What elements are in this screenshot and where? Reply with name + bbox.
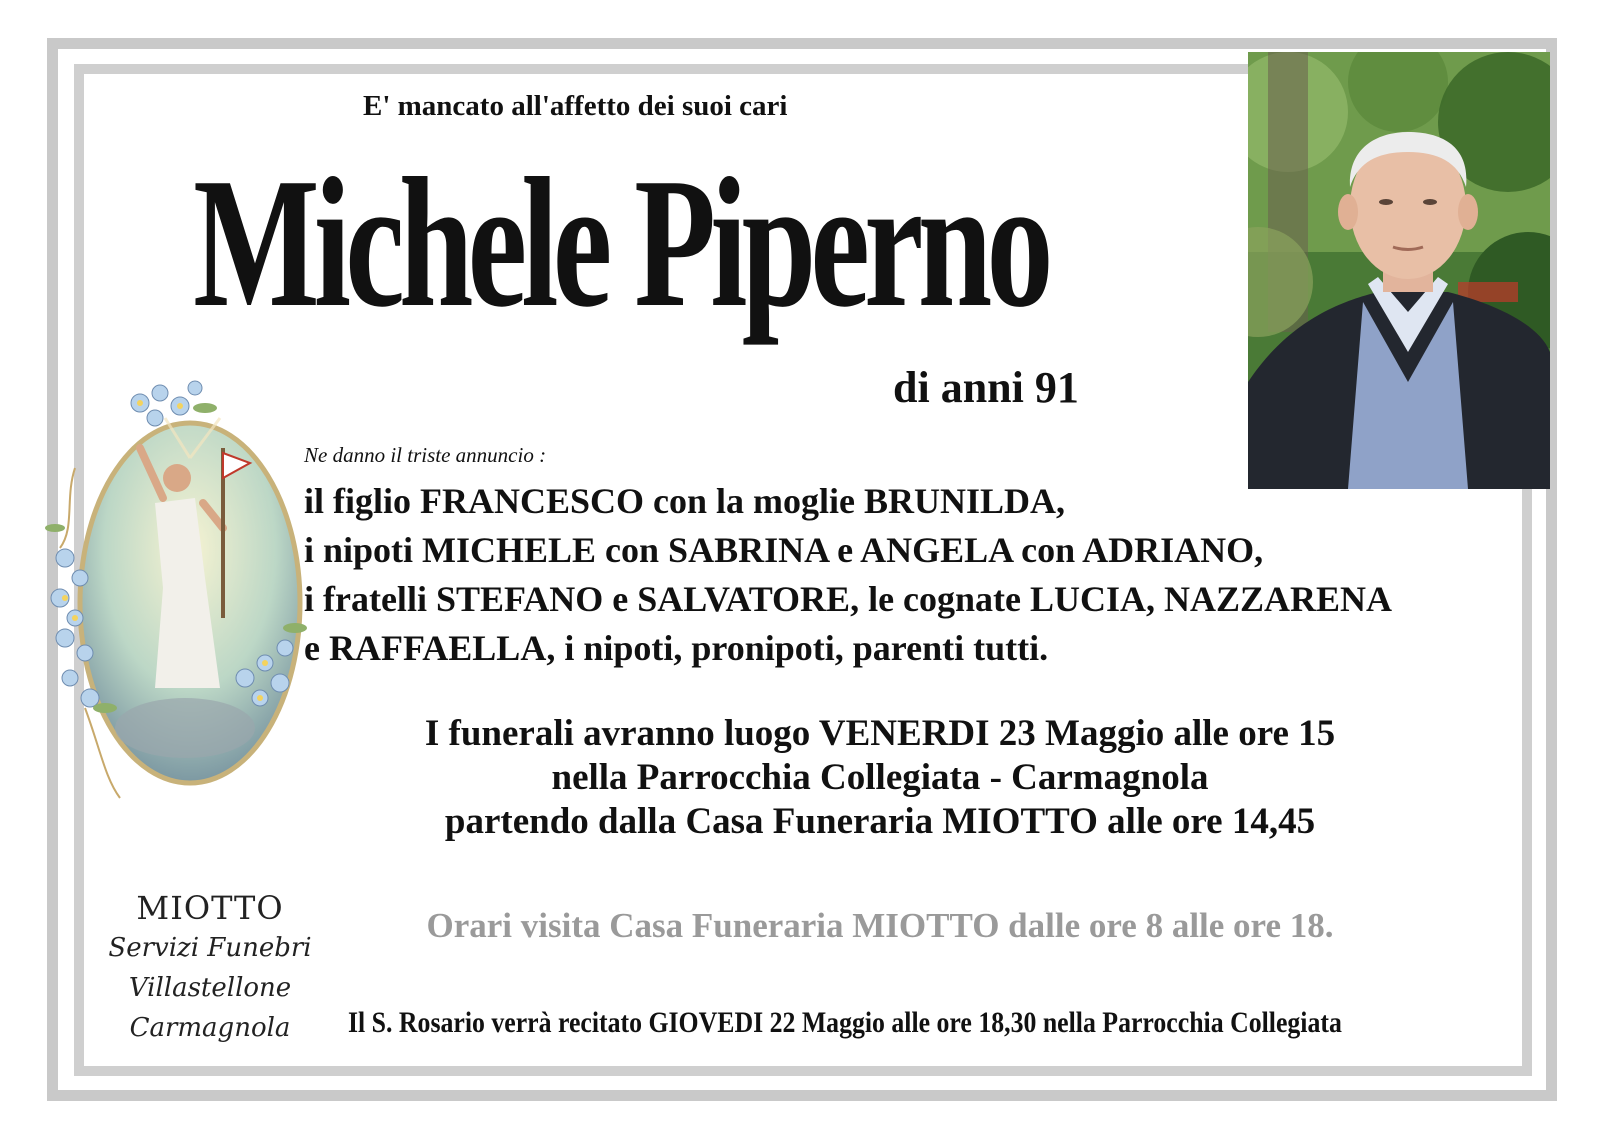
rosary-info: Il S. Rosario verrà recitato GIOVEDI 22 Maggio alle ore 18,30 nella Parrocchia Collegiata — [348, 1006, 1342, 1039]
family-line: i nipoti MICHELE con SABRINA e ANGELA con ADRIANO, — [304, 530, 1264, 570]
funeral-line: nella Parrocchia Collegiata - Carmagnola — [551, 757, 1209, 798]
family-line: il figlio FRANCESCO con la moglie BRUNILDA, — [304, 481, 1066, 521]
visiting-hours: Orari visita Casa Funeraria MIOTTO dalle ore 8 alle ore 18. — [426, 906, 1334, 945]
portrait-illustration — [1248, 52, 1550, 489]
intro-text: E' mancato all'affetto dei suoi cari — [363, 90, 788, 122]
funeral-line: partendo dalla Casa Funeraria MIOTTO alle ore 14,45 — [444, 801, 1316, 842]
deceased-name: Michele Piperno — [193, 140, 1048, 346]
funeral-line: I funerali avranno luogo VENERDI 23 Maggio alle ore 15 — [424, 713, 1336, 754]
portrait-photo — [1248, 52, 1550, 489]
family-line: e RAFFAELLA, i nipoti, pronipoti, parenti tutti. — [304, 628, 1049, 668]
funeral-agency — [90, 888, 330, 1048]
age-text: di anni 91 — [893, 363, 1079, 412]
announcement-lead: Ne danno il triste annuncio : — [304, 443, 547, 467]
funeral-info — [300, 712, 1460, 844]
family-line: i fratelli STEFANO e SALVATORE, le cognate LUCIA, NAZZARENA — [304, 579, 1393, 619]
agency-line: Carmagnola — [129, 1013, 291, 1043]
agency-name: MIOTTO — [136, 889, 284, 927]
agency-line: Servizi Funebri — [108, 933, 312, 963]
resurrection-image — [45, 378, 325, 818]
family-list — [304, 477, 1392, 673]
resurrection-illustration — [45, 378, 325, 818]
agency-line: Villastellone — [128, 973, 292, 1003]
